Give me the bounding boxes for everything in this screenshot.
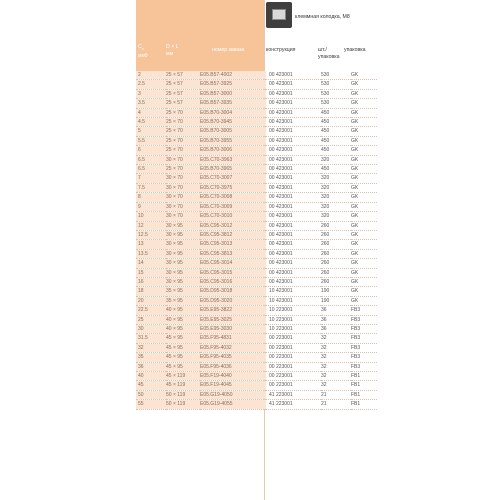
table-row xyxy=(136,108,377,117)
data-table xyxy=(136,71,377,410)
dimension-cell: 30 × 70 xyxy=(166,155,200,164)
dimension-cell: 30 × 70 xyxy=(166,174,200,183)
pieces-cell: 21 xyxy=(321,391,327,398)
construction-cell: 00 423001 xyxy=(269,175,293,182)
construction-cell: 00 423001 xyxy=(269,231,293,238)
construction-cell: 10 423001 xyxy=(269,288,293,295)
pieces-cell: 450 xyxy=(321,119,330,126)
order-number-cell: E05.B70-3005 xyxy=(200,127,266,136)
capacitance-cell: 6 xyxy=(136,146,166,155)
construction-cell: 00 223001 xyxy=(269,373,293,379)
order-number-cell: E05.F95-4831 xyxy=(200,334,266,343)
capacitance-cell: 55 xyxy=(136,400,166,409)
pieces-cell: 450 xyxy=(321,147,330,154)
capacitance-cell: 45 xyxy=(136,381,166,390)
dimension-cell: 45 × 95 xyxy=(166,362,200,371)
construction-header: конструкция xyxy=(266,47,296,53)
dimension-cell: 25 × 70 xyxy=(166,127,200,136)
pieces-cell: 190 xyxy=(321,288,330,295)
table-row xyxy=(136,240,377,249)
pieces-cell: 260 xyxy=(321,269,330,276)
table-row xyxy=(136,89,377,98)
dimension-cell: 40 × 95 xyxy=(166,324,200,333)
order-number-cell: E05.C95-3014 xyxy=(200,259,266,268)
construction-cell: 00 423001 xyxy=(269,184,293,191)
package-cell: GK xyxy=(351,194,359,201)
construction-cell: 00 423001 xyxy=(269,278,293,285)
package-cell: FB3 xyxy=(351,325,361,332)
dimension-cell: 40 × 95 xyxy=(166,306,200,315)
package-cell: GK xyxy=(351,231,359,238)
pcs-header xyxy=(318,47,340,61)
construction-cell: 00 223001 xyxy=(269,382,293,389)
package-cell: GK xyxy=(351,278,359,285)
order-number-cell: E05.B57-4002 xyxy=(200,71,266,80)
pieces-cell: 260 xyxy=(321,241,330,248)
capacitance-cell: 20 xyxy=(136,296,166,305)
table-row xyxy=(136,324,377,333)
dim-label: D × L xyxy=(166,44,179,50)
table-row xyxy=(136,381,377,390)
pieces-cell: 36 xyxy=(321,316,327,323)
package-cell: FB3 xyxy=(351,344,361,351)
capacitance-cell: 6.5 xyxy=(136,155,166,164)
capacitance-cell: 18 xyxy=(136,287,166,296)
capacitance-cell: 8 xyxy=(136,193,166,202)
construction-cell: 00 423001 xyxy=(269,194,293,201)
package-cell: GK xyxy=(351,241,359,248)
table-row xyxy=(136,249,377,258)
table-row xyxy=(136,174,377,183)
table-row xyxy=(136,127,377,136)
order-number-cell: E05.D95-3020 xyxy=(200,296,266,305)
package-cell: FB3 xyxy=(351,363,361,370)
order-number-cell: E05.B70-3004 xyxy=(200,108,266,117)
capacitance-cell: 50 xyxy=(136,390,166,399)
order-number-cell: E05.C70-3008 xyxy=(200,193,266,202)
capacitance-cell: 9 xyxy=(136,202,166,211)
package-cell: GK xyxy=(351,119,359,126)
capacitance-cell: 4 xyxy=(136,108,166,117)
dimension-cell: 25 × 57 xyxy=(166,71,200,80)
order-number-cell: E05.E95-3030 xyxy=(200,324,266,333)
construction-cell: 00 423001 xyxy=(269,241,293,248)
dimension-cell: 40 × 95 xyxy=(166,315,200,324)
capacitance-cell: 7.5 xyxy=(136,183,166,192)
terminal-block-icon xyxy=(266,2,292,28)
dimension-cell: 25 × 70 xyxy=(166,118,200,127)
order-number-cell: E05.C95-3813 xyxy=(200,249,266,258)
order-number-cell: E05.B57-3935 xyxy=(200,99,266,108)
capacitance-cell: 13 xyxy=(136,240,166,249)
pieces-cell: 260 xyxy=(321,250,330,257)
pieces-cell: 530 xyxy=(321,90,330,97)
package-cell: FB3 xyxy=(351,335,361,342)
construction-cell: 10 223001 xyxy=(269,325,293,332)
order-number-cell: E05.F19-4040 xyxy=(200,372,266,381)
package-cell: FB1 xyxy=(351,382,361,389)
construction-cell: 00 423001 xyxy=(269,90,293,97)
pieces-cell: 320 xyxy=(321,213,330,220)
dimension-cell: 25 × 70 xyxy=(166,108,200,117)
pieces-cell: 32 xyxy=(321,354,327,361)
dimension-cell: 30 × 70 xyxy=(166,202,200,211)
dimension-cell: 25 × 70 xyxy=(166,146,200,155)
construction-cell: 00 423001 xyxy=(269,137,293,144)
table-row xyxy=(136,390,377,399)
package-cell: FB3 xyxy=(351,354,361,361)
order-number-cell: E05.B70-3955 xyxy=(200,136,266,145)
dimension-cell: 25 × 57 xyxy=(166,99,200,108)
capacitance-cell: 32 xyxy=(136,343,166,352)
dimension-cell: 25 × 70 xyxy=(166,165,200,174)
pieces-cell: 32 xyxy=(321,344,327,351)
capacitance-cell: 2.5 xyxy=(136,80,166,89)
capacitance-cell: 16 xyxy=(136,277,166,286)
pieces-cell: 530 xyxy=(321,72,330,78)
dimension-cell: 30 × 70 xyxy=(166,193,200,202)
construction-cell: 00 423001 xyxy=(269,100,293,107)
pieces-cell: 530 xyxy=(321,81,330,88)
cap-header xyxy=(138,44,148,60)
package-cell: GK xyxy=(351,260,359,267)
package-cell: FB3 xyxy=(351,316,361,323)
package-cell: GK xyxy=(351,166,359,173)
block-title: клеммная колодка, М8 xyxy=(295,14,350,20)
order-number-cell: E05.F95-4036 xyxy=(200,362,266,371)
table-row xyxy=(136,202,377,211)
table-row xyxy=(136,296,377,305)
package-cell: GK xyxy=(351,269,359,276)
construction-cell: 41 223001 xyxy=(269,401,293,408)
pieces-cell: 190 xyxy=(321,297,330,304)
pieces-cell: 36 xyxy=(321,307,327,314)
table-row xyxy=(136,400,377,409)
dimension-cell: 25 × 57 xyxy=(166,89,200,98)
capacitance-cell: 14 xyxy=(136,259,166,268)
construction-cell: 00 423001 xyxy=(269,128,293,135)
order-number-cell: E05.C70-3007 xyxy=(200,174,266,183)
table-row xyxy=(136,165,377,174)
table-row xyxy=(136,353,377,362)
cap-unit: мкФ xyxy=(138,53,148,60)
package-cell: GK xyxy=(351,147,359,154)
dimension-cell: 30 × 95 xyxy=(166,268,200,277)
order-number-cell: E05.F19-4045 xyxy=(200,381,266,390)
construction-cell: 00 223001 xyxy=(269,335,293,342)
table-header-left xyxy=(136,0,264,71)
pieces-cell: 320 xyxy=(321,156,330,163)
capacitance-cell: 5.5 xyxy=(136,136,166,145)
package-cell: GK xyxy=(351,81,359,88)
table-row xyxy=(136,287,377,296)
construction-cell: 00 423001 xyxy=(269,269,293,276)
capacitance-cell: 36 xyxy=(136,362,166,371)
construction-cell: 00 223001 xyxy=(269,363,293,370)
capacitance-cell: 6.5 xyxy=(136,165,166,174)
construction-cell: 00 423001 xyxy=(269,109,293,116)
package-cell: GK xyxy=(351,156,359,163)
order-number-cell: E05.C70-3963 xyxy=(200,155,266,164)
pieces-cell: 530 xyxy=(321,100,330,107)
package-cell: GK xyxy=(351,222,359,229)
construction-cell: 41 223001 xyxy=(269,391,293,398)
package-cell: GK xyxy=(351,100,359,107)
package-cell: GK xyxy=(351,137,359,144)
cap-label: С xyxy=(138,44,142,50)
package-cell: FB3 xyxy=(351,307,361,314)
capacitance-cell: 12.5 xyxy=(136,230,166,239)
capacitance-cell: 15 xyxy=(136,268,166,277)
dimension-cell: 25 × 70 xyxy=(166,136,200,145)
capacitance-cell: 10 xyxy=(136,212,166,221)
dimension-cell: 45 × 95 xyxy=(166,334,200,343)
dimension-cell: 35 × 95 xyxy=(166,296,200,305)
capacitance-cell: 3.5 xyxy=(136,99,166,108)
dimension-cell: 25 × 57 xyxy=(166,80,200,89)
dimension-cell: 30 × 95 xyxy=(166,221,200,230)
capacitance-cell: 12 xyxy=(136,221,166,230)
table-row xyxy=(136,183,377,192)
pcs-sub: упаковка xyxy=(318,54,340,60)
order-number-cell: E05.F95-4032 xyxy=(200,343,266,352)
package-cell: GK xyxy=(351,90,359,97)
pieces-cell: 260 xyxy=(321,222,330,229)
pieces-cell: 320 xyxy=(321,175,330,182)
dimension-cell: 30 × 95 xyxy=(166,230,200,239)
pieces-cell: 260 xyxy=(321,278,330,285)
capacitance-cell: 25 xyxy=(136,315,166,324)
table-row xyxy=(136,146,377,155)
order-number-cell: E05.B57-3925 xyxy=(200,80,266,89)
dimension-cell: 50 × 119 xyxy=(166,390,200,399)
capacitance-cell: 13.5 xyxy=(136,249,166,258)
table-row xyxy=(136,343,377,352)
table-row xyxy=(136,315,377,324)
construction-cell: 00 423001 xyxy=(269,119,293,126)
table-row xyxy=(136,362,377,371)
order-number-cell: E05.C95-3812 xyxy=(200,230,266,239)
table-row xyxy=(136,80,377,89)
cap-sub: н xyxy=(141,47,144,52)
pieces-cell: 36 xyxy=(321,325,327,332)
table-row xyxy=(136,99,377,108)
package-cell: FB1 xyxy=(351,373,361,379)
table-row xyxy=(136,306,377,315)
order-number-cell: E05.C70-3010 xyxy=(200,212,266,221)
table-row xyxy=(136,221,377,230)
pack-header: упаковка xyxy=(344,47,366,53)
package-cell: FB1 xyxy=(351,391,361,398)
capacitance-cell: 35 xyxy=(136,353,166,362)
order-number-cell: E05.C95-3012 xyxy=(200,221,266,230)
pieces-cell: 32 xyxy=(321,373,327,379)
pieces-cell: 32 xyxy=(321,363,327,370)
table-row xyxy=(136,268,377,277)
construction-cell: 00 223001 xyxy=(269,344,293,351)
dimension-cell: 30 × 70 xyxy=(166,212,200,221)
capacitance-cell: 40 xyxy=(136,372,166,381)
dim-header xyxy=(166,44,179,58)
order-number-cell: E05.B70-3006 xyxy=(200,146,266,155)
dimension-cell: 45 × 119 xyxy=(166,372,200,381)
order-number-cell: E05.C95-3016 xyxy=(200,277,266,286)
capacitance-cell: 2 xyxy=(136,71,166,80)
package-cell: GK xyxy=(351,184,359,191)
dimension-cell: 30 × 95 xyxy=(166,240,200,249)
construction-cell: 00 423001 xyxy=(269,147,293,154)
construction-cell: 10 223001 xyxy=(269,316,293,323)
table-row xyxy=(136,71,377,80)
table-row xyxy=(136,193,377,202)
package-cell: FB1 xyxy=(351,401,361,408)
dimension-cell: 45 × 119 xyxy=(166,381,200,390)
table-row xyxy=(136,334,377,343)
dimension-cell: 45 × 95 xyxy=(166,353,200,362)
capacitance-cell: 31.5 xyxy=(136,334,166,343)
pieces-cell: 32 xyxy=(321,335,327,342)
construction-cell: 00 423001 xyxy=(269,166,293,173)
pieces-cell: 32 xyxy=(321,382,327,389)
pieces-cell: 260 xyxy=(321,231,330,238)
order-number-cell: E05.B70-3945 xyxy=(200,118,266,127)
pieces-cell: 450 xyxy=(321,109,330,116)
pieces-cell: 320 xyxy=(321,184,330,191)
order-number-cell: E05.C95-3015 xyxy=(200,268,266,277)
order-number-cell: E05.F95-4035 xyxy=(200,353,266,362)
table-row xyxy=(136,277,377,286)
order-number-cell: E05.G19-4050 xyxy=(200,390,266,399)
pieces-cell: 450 xyxy=(321,166,330,173)
capacitance-cell: 4.5 xyxy=(136,118,166,127)
table-row xyxy=(136,136,377,145)
table-row xyxy=(136,212,377,221)
construction-cell: 00 423001 xyxy=(269,203,293,210)
capacitance-cell: 30 xyxy=(136,324,166,333)
dimension-cell: 30 × 95 xyxy=(166,249,200,258)
dim-unit: мм xyxy=(166,51,174,57)
order-header: номер заказа xyxy=(212,47,245,53)
capacitance-cell: 7 xyxy=(136,174,166,183)
package-cell: GK xyxy=(351,203,359,210)
dimension-cell: 30 × 95 xyxy=(166,277,200,286)
table-header-right xyxy=(264,0,372,71)
package-cell: GK xyxy=(351,175,359,182)
construction-cell: 00 423001 xyxy=(269,156,293,163)
pieces-cell: 450 xyxy=(321,128,330,135)
construction-cell: 00 423001 xyxy=(269,222,293,229)
pcs-label: шт./ xyxy=(318,47,327,53)
dimension-cell: 45 × 95 xyxy=(166,343,200,352)
construction-cell: 00 423001 xyxy=(269,81,293,88)
table-row xyxy=(136,372,377,381)
package-cell: GK xyxy=(351,72,359,78)
order-number-cell: E05.B57-3000 xyxy=(200,89,266,98)
table-row xyxy=(136,155,377,164)
pieces-cell: 320 xyxy=(321,203,330,210)
dimension-cell: 35 × 95 xyxy=(166,287,200,296)
construction-cell: 00 423001 xyxy=(269,250,293,257)
capacitor-spec-table xyxy=(136,0,372,500)
order-number-cell: E05.G19-4055 xyxy=(200,400,266,409)
capacitance-cell: 3 xyxy=(136,89,166,98)
construction-cell: 00 423001 xyxy=(269,72,293,78)
dimension-cell: 50 × 119 xyxy=(166,400,200,409)
order-number-cell: E05.E95-3822 xyxy=(200,306,266,315)
package-cell: GK xyxy=(351,250,359,257)
package-cell: GK xyxy=(351,128,359,135)
order-number-cell: E05.C70-3009 xyxy=(200,202,266,211)
table-row xyxy=(136,259,377,268)
package-cell: GK xyxy=(351,297,359,304)
pieces-cell: 21 xyxy=(321,401,327,408)
dimension-cell: 30 × 95 xyxy=(166,259,200,268)
package-cell: GK xyxy=(351,109,359,116)
table-row xyxy=(136,230,377,239)
package-cell: GK xyxy=(351,288,359,295)
pieces-cell: 260 xyxy=(321,260,330,267)
order-number-cell: E05.E95-3025 xyxy=(200,315,266,324)
pieces-cell: 450 xyxy=(321,137,330,144)
capacitance-cell: 22.5 xyxy=(136,306,166,315)
capacitance-cell: 5 xyxy=(136,127,166,136)
dimension-cell: 30 × 70 xyxy=(166,183,200,192)
order-number-cell: E05.C70-3975 xyxy=(200,183,266,192)
construction-cell: 00 423001 xyxy=(269,213,293,220)
table-row xyxy=(136,118,377,127)
pieces-cell: 320 xyxy=(321,194,330,201)
construction-cell: 00 423001 xyxy=(269,260,293,267)
order-number-cell: E05.C95-3013 xyxy=(200,240,266,249)
construction-cell: 10 423001 xyxy=(269,297,293,304)
construction-cell: 10 223001 xyxy=(269,307,293,314)
package-cell: GK xyxy=(351,213,359,220)
order-number-cell: E05.D95-3018 xyxy=(200,287,266,296)
construction-cell: 00 223001 xyxy=(269,354,293,361)
order-number-cell: E05.B70-3965 xyxy=(200,165,266,174)
